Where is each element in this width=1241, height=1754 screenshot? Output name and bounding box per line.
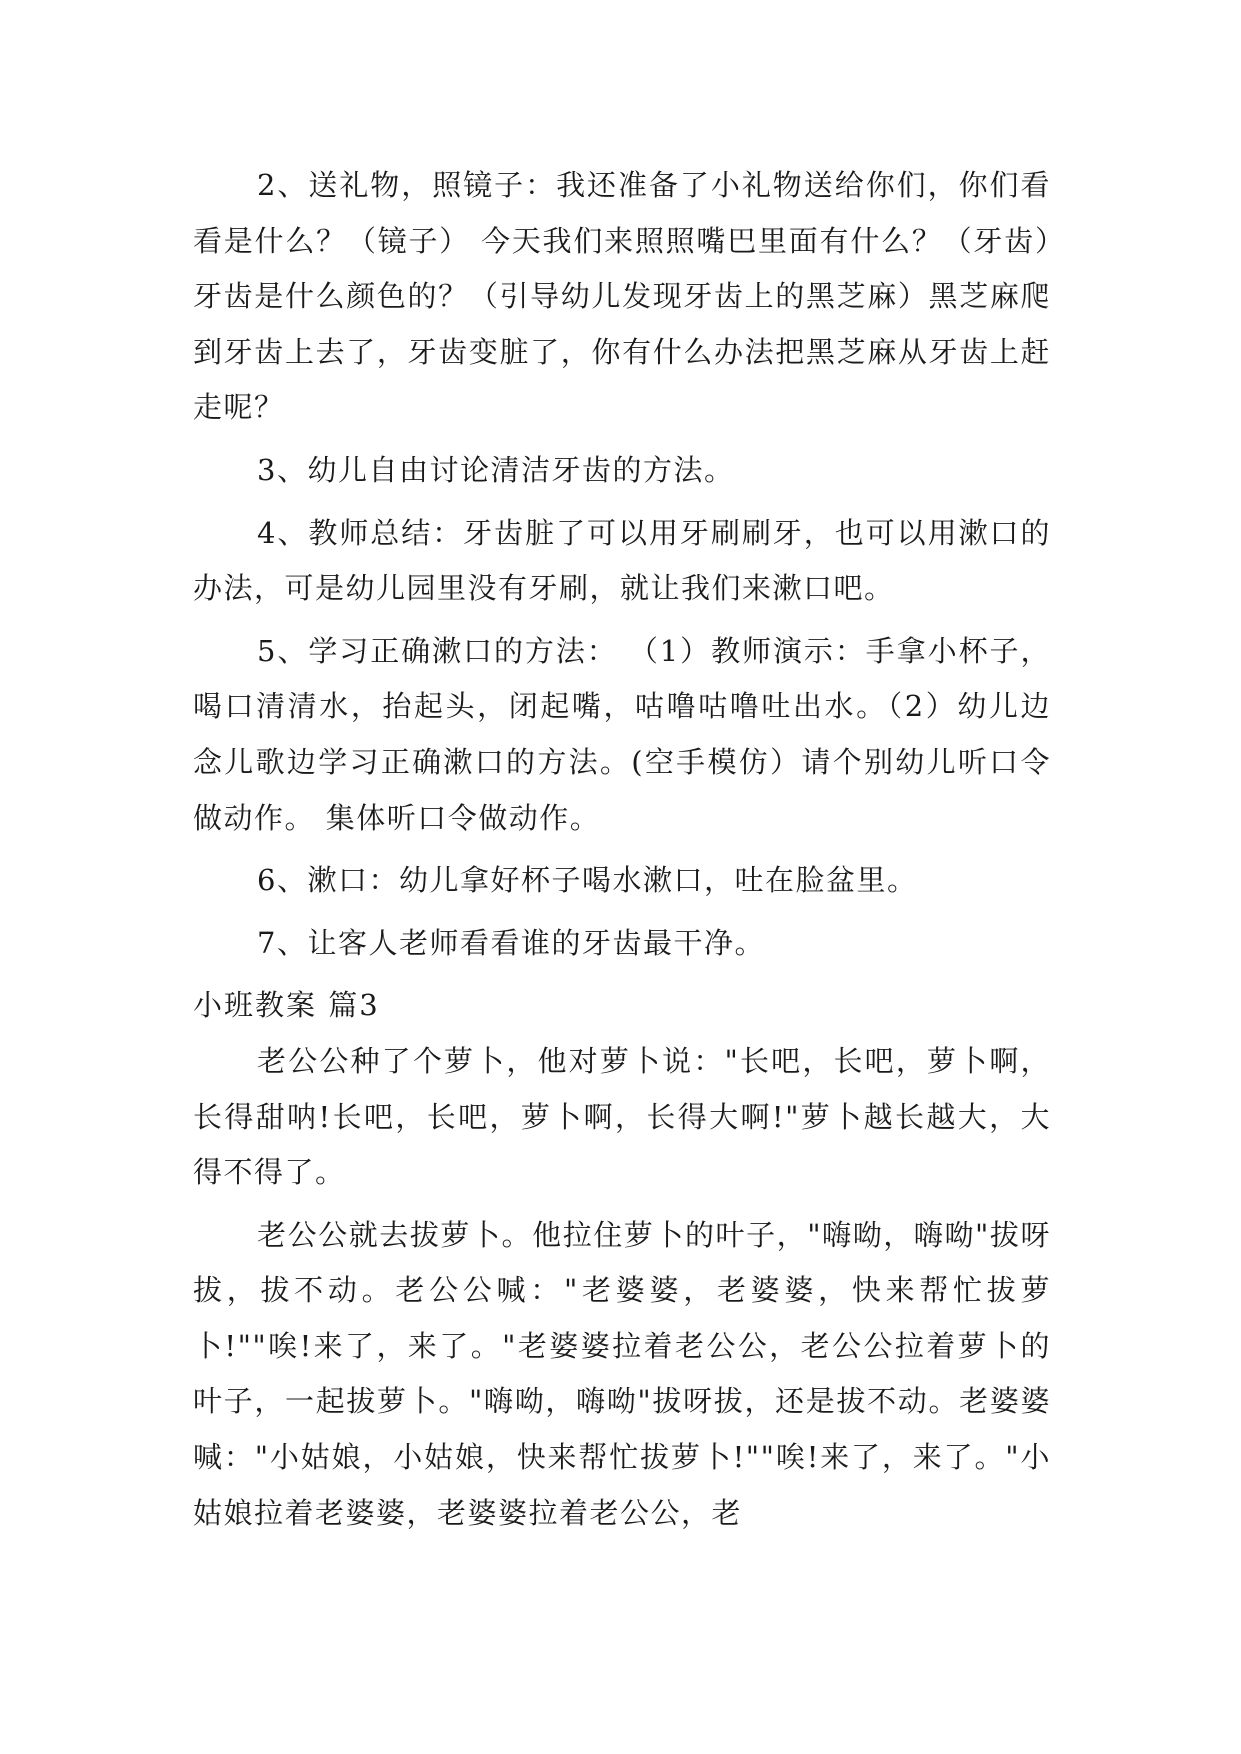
paragraph-step-3: 3、幼儿自由讨论清洁牙齿的方法。 [257,452,735,487]
paragraph-step-4: 4、教师总结：牙齿脏了可以用牙刷刷牙，也可以用漱口的办法，可是幼儿园里没有牙刷，就让我们来漱口吧。 [193,515,1051,606]
paragraph-step-5: 5、学习正确漱口的方法： （1）教师演示：手拿小杯子，喝口清清水，抬起头，闭起嘴，咕噜咕噜吐出水。（2）幼儿边念儿歌边学习正确漱口的方法。(空手模仿）请个别幼儿听口令做动作。 集体听口令做动作。 [193,633,1051,835]
paragraph-step-7: 7、让客人老师看看谁的牙齿最干净。 [257,925,765,960]
section-heading: 小班教案 篇3 [193,988,380,1023]
paragraph-step-6: 6、漱口：幼儿拿好杯子喝水漱口，吐在脸盆里。 [257,863,918,898]
paragraph-step-2: 2、送礼物，照镜子：我还准备了小礼物送给你们，你们看看是什么？（镜子） 今天我们来照照嘴巴里面有什么？（牙齿）牙齿是什么颜色的？（引导幼儿发现牙齿上的黑芝麻）黑芝麻爬到牙齿上去了，牙齿变脏了，你有什么办法把黑芝麻从牙齿上赶走呢？ [193,168,1051,425]
document-body [193,158,1051,1548]
paragraph-story-2: 老公公就去拔萝卜。他拉住萝卜的叶子，"嗨呦，嗨呦"拔呀拔，拔不动。老公公喊："老婆婆，老婆婆，快来帮忙拔萝卜!""唉!来了，来了。"老婆婆拉着老公公，老公公拉着萝卜的叶子，一起拔萝卜。"嗨呦，嗨呦"拔呀拔，还是拔不动。老婆婆喊："小姑娘，小姑娘，快来帮忙拔萝卜!""唉!来了，来了。"小姑娘拉着老婆婆，老婆婆拉着老公公，老 [193,1217,1051,1530]
paragraph-story-1: 老公公种了个萝卜，他对萝卜说："长吧，长吧，萝卜啊，长得甜呐!长吧，长吧，萝卜啊，长得大啊!"萝卜越长越大，大得不得了。 [193,1043,1051,1190]
